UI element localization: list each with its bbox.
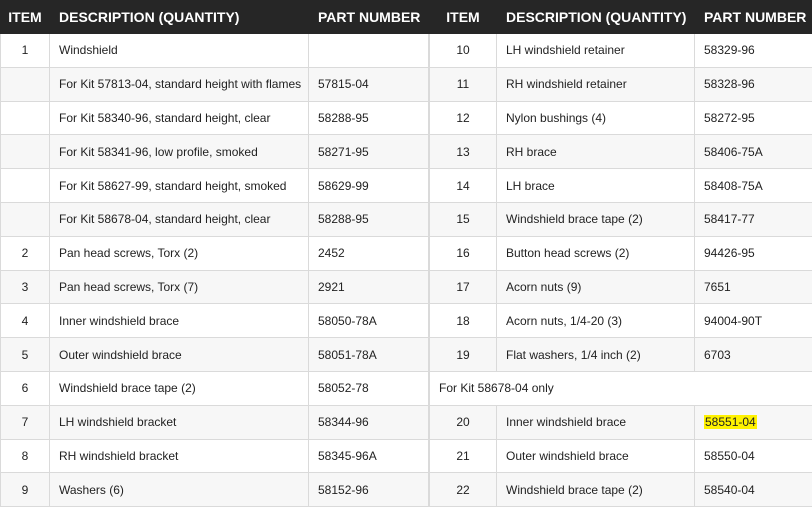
description-cell: Nylon bushings (4)	[497, 101, 695, 135]
item-cell: 17	[430, 270, 497, 304]
part-number-cell: 58540-04	[695, 473, 812, 507]
table-row	[430, 101, 812, 135]
table-row	[1, 101, 429, 135]
part-number-cell: 58629-99	[309, 169, 429, 203]
part-number-cell: 58050-78A	[309, 304, 429, 338]
parts-table-right	[429, 0, 812, 507]
item-cell: 21	[430, 439, 497, 473]
item-cell: 1	[1, 34, 50, 68]
table-row	[1, 473, 429, 507]
table-note-row	[430, 371, 812, 405]
item-cell: 6	[1, 371, 50, 405]
description-cell: RH windshield retainer	[497, 67, 695, 101]
item-cell	[1, 67, 50, 101]
table-row	[1, 236, 429, 270]
description-cell: Flat washers, 1/4 inch (2)	[497, 338, 695, 372]
item-cell: 4	[1, 304, 50, 338]
table-row	[1, 202, 429, 236]
table-row	[1, 405, 429, 439]
table-row	[1, 67, 429, 101]
parts-table-right-body	[430, 34, 812, 507]
table-row	[1, 135, 429, 169]
part-number-cell: 2921	[309, 270, 429, 304]
part-number-cell	[309, 34, 429, 68]
table-row	[1, 169, 429, 203]
item-cell: 8	[1, 439, 50, 473]
item-cell: 2	[1, 236, 50, 270]
item-cell	[1, 169, 50, 203]
table-row	[430, 202, 812, 236]
part-number-cell: 58288-95	[309, 202, 429, 236]
table-row	[1, 439, 429, 473]
part-number-cell: 58272-95	[695, 101, 812, 135]
header-part-number: PART NUMBER	[309, 1, 429, 34]
description-cell: Windshield brace tape (2)	[50, 371, 309, 405]
table-row	[430, 304, 812, 338]
table-row	[430, 34, 812, 68]
item-cell: 11	[430, 67, 497, 101]
part-number-cell: 58344-96	[309, 405, 429, 439]
part-number-cell: 2452	[309, 236, 429, 270]
item-cell: 15	[430, 202, 497, 236]
item-cell: 7	[1, 405, 50, 439]
table-row	[430, 169, 812, 203]
header-item: ITEM	[430, 1, 497, 34]
description-cell: LH brace	[497, 169, 695, 203]
part-number-cell: 58271-95	[309, 135, 429, 169]
table-row	[430, 270, 812, 304]
item-cell: 10	[430, 34, 497, 68]
table-header-row	[1, 1, 429, 34]
description-cell: Acorn nuts (9)	[497, 270, 695, 304]
description-cell: Windshield brace tape (2)	[497, 202, 695, 236]
description-cell: Washers (6)	[50, 473, 309, 507]
table-row	[430, 338, 812, 372]
item-cell: 19	[430, 338, 497, 372]
description-cell: Inner windshield brace	[497, 405, 695, 439]
item-cell: 14	[430, 169, 497, 203]
item-cell: 18	[430, 304, 497, 338]
table-row	[1, 34, 429, 68]
description-cell: Pan head screws, Torx (2)	[50, 236, 309, 270]
part-number-cell	[695, 405, 812, 439]
description-cell: Windshield brace tape (2)	[497, 473, 695, 507]
item-cell: 5	[1, 338, 50, 372]
description-cell: For Kit 57813-04, standard height with flames	[50, 67, 309, 101]
part-number-cell: 94004-90T	[695, 304, 812, 338]
parts-table-left-body	[1, 34, 429, 507]
description-cell: Acorn nuts, 1/4-20 (3)	[497, 304, 695, 338]
header-part-number: PART NUMBER	[695, 1, 812, 34]
table-row	[1, 270, 429, 304]
header-item: ITEM	[1, 1, 50, 34]
item-cell	[1, 135, 50, 169]
table-row	[430, 67, 812, 101]
header-description: DESCRIPTION (QUANTITY)	[50, 1, 309, 34]
description-cell: Inner windshield brace	[50, 304, 309, 338]
description-cell: LH windshield retainer	[497, 34, 695, 68]
item-cell: 13	[430, 135, 497, 169]
description-cell: Windshield	[50, 34, 309, 68]
table-row	[1, 338, 429, 372]
part-number-cell: 58329-96	[695, 34, 812, 68]
description-cell: Button head screws (2)	[497, 236, 695, 270]
part-number-cell: 58288-95	[309, 101, 429, 135]
table-row	[430, 135, 812, 169]
header-description: DESCRIPTION (QUANTITY)	[497, 1, 695, 34]
table-row	[430, 405, 812, 439]
part-number-cell: 94426-95	[695, 236, 812, 270]
description-cell: For Kit 58627-99, standard height, smoked	[50, 169, 309, 203]
kit-note: For Kit 58678-04 only	[430, 371, 812, 405]
highlighted-part-number: 58551-04	[704, 415, 757, 429]
part-number-cell: 58052-78	[309, 371, 429, 405]
table-row	[1, 371, 429, 405]
item-cell: 16	[430, 236, 497, 270]
item-cell: 20	[430, 405, 497, 439]
table-row	[430, 236, 812, 270]
part-number-cell: 58152-96	[309, 473, 429, 507]
part-number-cell: 58051-78A	[309, 338, 429, 372]
description-cell: LH windshield bracket	[50, 405, 309, 439]
part-number-cell: 58550-04	[695, 439, 812, 473]
table-header-row	[430, 1, 812, 34]
item-cell: 3	[1, 270, 50, 304]
item-cell	[1, 202, 50, 236]
description-cell: For Kit 58340-96, standard height, clear	[50, 101, 309, 135]
description-cell: RH windshield bracket	[50, 439, 309, 473]
part-number-cell: 58408-75A	[695, 169, 812, 203]
part-number-cell: 58406-75A	[695, 135, 812, 169]
part-number-cell: 6703	[695, 338, 812, 372]
description-cell: Pan head screws, Torx (7)	[50, 270, 309, 304]
description-cell: RH brace	[497, 135, 695, 169]
part-number-cell: 58417-77	[695, 202, 812, 236]
item-cell	[1, 101, 50, 135]
table-row	[430, 473, 812, 507]
table-row	[1, 304, 429, 338]
item-cell: 12	[430, 101, 497, 135]
description-cell: Outer windshield brace	[497, 439, 695, 473]
table-row	[430, 439, 812, 473]
part-number-cell: 58328-96	[695, 67, 812, 101]
item-cell: 9	[1, 473, 50, 507]
description-cell: For Kit 58678-04, standard height, clear	[50, 202, 309, 236]
item-cell: 22	[430, 473, 497, 507]
part-number-cell: 7651	[695, 270, 812, 304]
description-cell: Outer windshield brace	[50, 338, 309, 372]
part-number-cell: 58345-96A	[309, 439, 429, 473]
part-number-cell: 57815-04	[309, 67, 429, 101]
description-cell: For Kit 58341-96, low profile, smoked	[50, 135, 309, 169]
